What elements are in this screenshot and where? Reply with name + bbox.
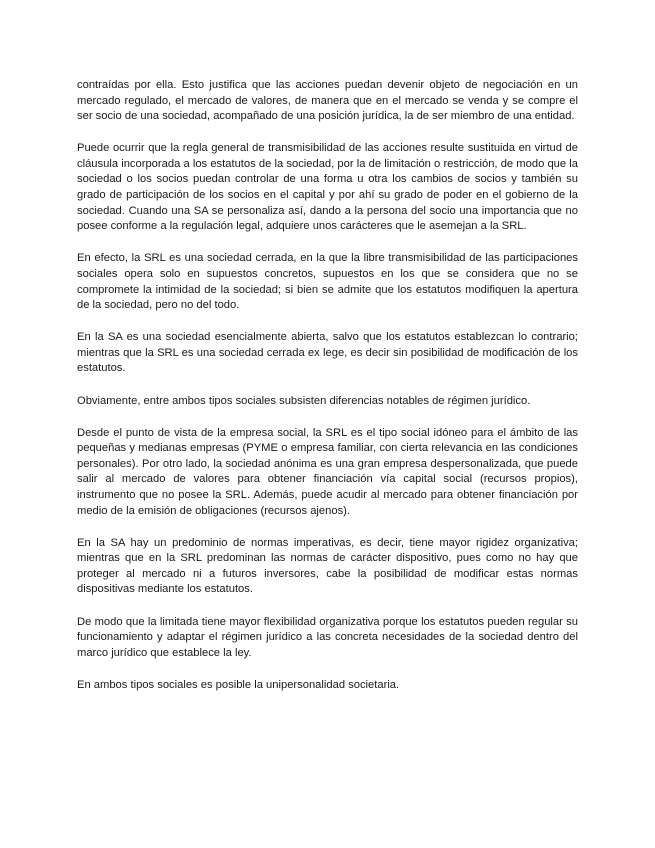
paragraph-8: De modo que la limitada tiene mayor flexibilidad organizativa porque los estatutos pueden regular su funcionamiento y adaptar el régimen jurídico a las concreta necesidades de la sociedad dentro del marco jurídico que establece la ley. xyxy=(77,615,578,659)
paragraph-6: Desde el punto de vista de la empresa social, la SRL es el tipo social idóneo para el ámbito de las pequeñas y medianas empresas (PYME o empresa familiar, con cierta relevancia en las condiciones personales). Por otro lado, la sociedad anónima es una gran empresa despersonalizada, que puede salir al mercado de valores para obtener financiación vía capital social (recursos propios), instrumento que no posee la SRL. Además, puede acudir al mercado para obtener financiación por medio de la emisión de obligaciones (recursos ajenos). xyxy=(77,426,578,517)
paragraph-1: contraídas por ella. Esto justifica que las acciones puedan devenir objeto de negociación en un mercado regulado, el mercado de valores, de manera que en el mercado se venda y se compre el ser socio de una sociedad, acompañado de una posición jurídica, la de ser miembro de una entidad. xyxy=(77,79,578,123)
paragraph-9: En ambos tipos sociales es posible la unipersonalidad societaria. xyxy=(77,678,400,691)
document-body xyxy=(77,78,578,710)
paragraph-5: Obviamente, entre ambos tipos sociales subsisten diferencias notables de régimen jurídico. xyxy=(77,394,531,407)
paragraph-3: En efecto, la SRL es una sociedad cerrada, en la que la libre transmisibilidad de las participaciones sociales opera solo en supuestos concretos, supuestos en los que se considera que no se compromete la intimidad de la sociedad; si bien se admite que los estatutos modifiquen la apertura de la sociedad, pero no del todo. xyxy=(77,252,578,312)
paragraph-7: En la SA hay un predominio de normas imperativas, es decir, tiene mayor rigidez organizativa; mientras que en la SRL predominan las normas de carácter dispositivo, pues como no hay que proteger al mercado ni a futuros inversores, cabe la posibilidad de modificar estas normas dispositivas mediante los estatutos. xyxy=(77,536,578,596)
paragraph-2: Puede ocurrir que la regla general de transmisibilidad de las acciones resulte sustituida en virtud de cláusula incorporada a los estatutos de la sociedad, por la de limitación o restricción, de modo que la sociedad o los socios puedan controlar de una forma u otra los cambios de socios y también su grado de participación de los socios en el capital y por ahí su grado de poder en el gobierno de la sociedad. Cuando una SA se personaliza así, dando a la persona del socio una importancia que no posee conforme a la regulación legal, adquiere unos carácteres que le asemejan a la SRL. xyxy=(77,142,578,233)
paragraph-4: En la SA es una sociedad esencialmente abierta, salvo que los estatutos establezcan lo contrario; mientras que la SRL es una sociedad cerrada ex lege, es decir sin posibilidad de modificación de los estatutos. xyxy=(77,331,578,375)
